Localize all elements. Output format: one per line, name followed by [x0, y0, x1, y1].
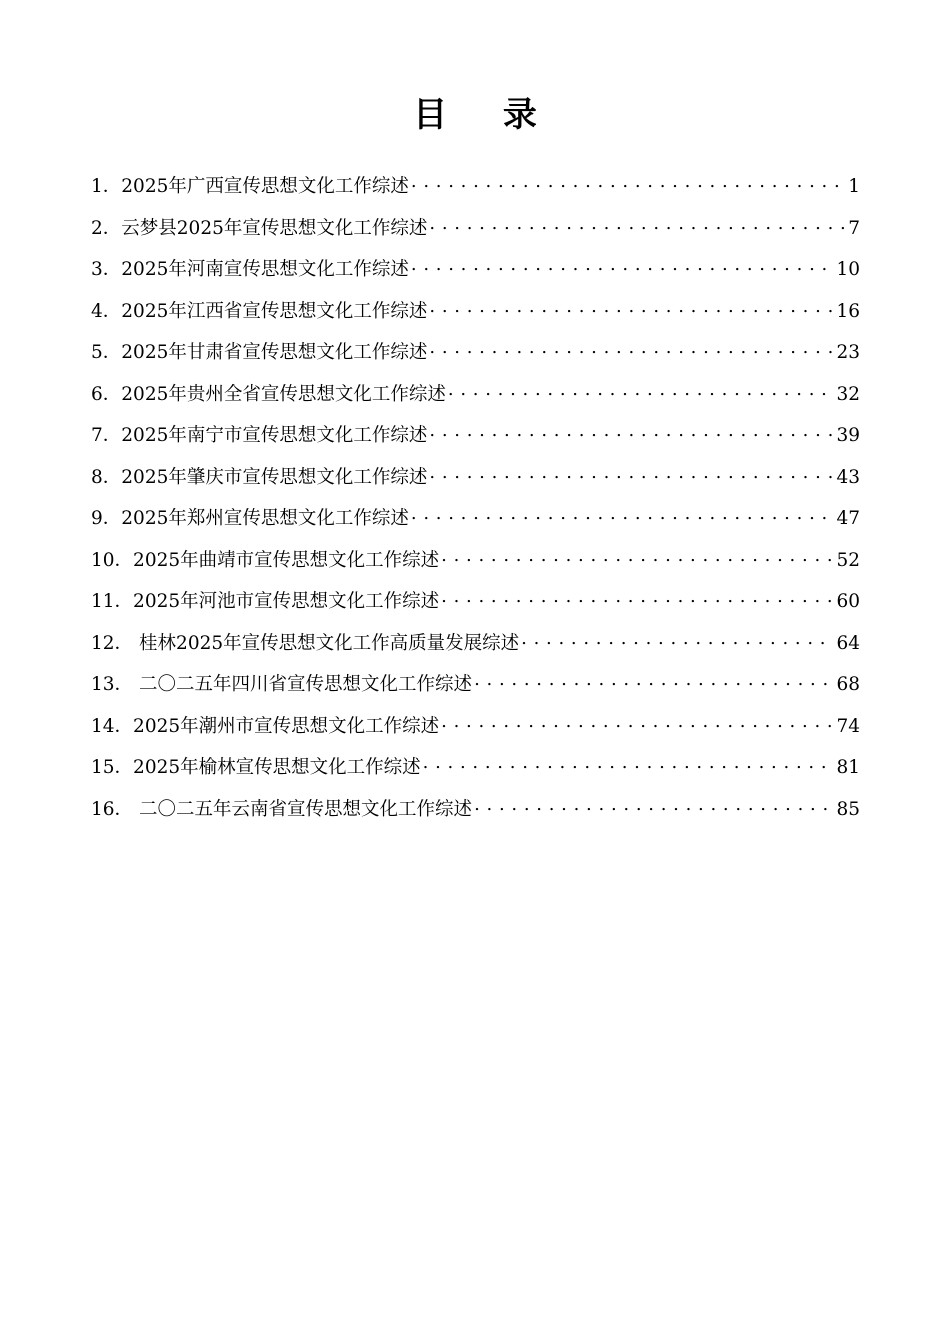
- toc-entry[interactable]: [91, 540, 860, 582]
- toc-dot-leader: [429, 297, 833, 317]
- toc-entry[interactable]: [91, 332, 860, 374]
- toc-entry[interactable]: [91, 706, 860, 748]
- toc-entry-number: 14．: [91, 715, 134, 737]
- toc-entry-number: 4．: [91, 300, 122, 322]
- toc-entry-page: 85: [836, 798, 860, 820]
- toc-entry-number: 5．: [91, 342, 122, 363]
- toc-entry-number: 8．: [91, 466, 122, 488]
- toc-dot-leader: [411, 255, 834, 275]
- toc-dot-leader: [441, 546, 833, 566]
- toc-entry[interactable]: [91, 291, 860, 333]
- toc-entry-number: 15．: [91, 757, 134, 778]
- toc-entry-number: 6．: [91, 383, 122, 405]
- toc-entry-number: 9．: [91, 508, 122, 529]
- toc-entry-title: 桂林2025年宣传思想文化工作高质量发展综述: [139, 632, 520, 654]
- toc-entry[interactable]: [91, 415, 860, 457]
- toc-entry-page: 1: [848, 176, 860, 197]
- toc-entry-title: 2025年曲靖市宣传思想文化工作综述: [133, 549, 440, 571]
- toc-entry-title: 云梦县2025年宣传思想文化工作综述: [121, 217, 428, 239]
- toc-entry-page: 7: [848, 217, 860, 239]
- toc-entry-title: 二〇二五年四川省宣传思想文化工作综述: [139, 674, 473, 695]
- table-of-contents: [91, 166, 860, 830]
- toc-dot-leader: [441, 712, 833, 732]
- toc-entry-page: 47: [836, 508, 860, 529]
- toc-entry-title: 二〇二五年云南省宣传思想文化工作综述: [139, 798, 473, 820]
- toc-entry-title: 2025年甘肃省宣传思想文化工作综述: [121, 342, 428, 363]
- toc-entry[interactable]: [91, 457, 860, 499]
- toc-entry-number: 11．: [91, 591, 134, 612]
- toc-entry[interactable]: [91, 166, 860, 208]
- toc-entry-page: 68: [836, 674, 860, 695]
- toc-entry-page: 23: [836, 342, 860, 363]
- toc-entry[interactable]: [91, 789, 860, 831]
- toc-entry[interactable]: [91, 498, 860, 540]
- toc-entry-number: 16．: [91, 798, 134, 820]
- toc-entry[interactable]: [91, 664, 860, 706]
- toc-entry-page: 81: [836, 757, 860, 778]
- toc-dot-leader: [474, 670, 833, 690]
- toc-entry[interactable]: [91, 623, 860, 665]
- toc-dot-leader: [429, 338, 833, 358]
- toc-dot-leader: [429, 421, 833, 441]
- toc-dot-leader: [423, 753, 834, 773]
- toc-entry[interactable]: [91, 374, 860, 416]
- toc-entry-number: 10．: [91, 549, 134, 571]
- toc-dot-leader: [411, 172, 845, 192]
- toc-entry-title: 2025年河南宣传思想文化工作综述: [121, 259, 409, 280]
- toc-entry-page: 16: [836, 300, 860, 322]
- toc-entry-page: 64: [836, 632, 860, 654]
- toc-entry-title: 2025年南宁市宣传思想文化工作综述: [121, 425, 428, 446]
- toc-entry-page: 10: [836, 259, 860, 280]
- toc-entry-page: 52: [836, 549, 860, 571]
- toc-entry-title: 2025年郑州宣传思想文化工作综述: [121, 508, 409, 529]
- toc-entry[interactable]: [91, 581, 860, 623]
- toc-entry-page: 39: [836, 425, 860, 446]
- toc-entry-number: 2．: [91, 217, 122, 239]
- toc-entry-page: 43: [836, 466, 860, 488]
- toc-dot-leader: [474, 795, 833, 815]
- toc-dot-leader: [411, 504, 834, 524]
- toc-entry-number: 7．: [91, 425, 122, 446]
- toc-entry-number: 3．: [91, 259, 122, 280]
- toc-entry-title: 2025年榆林宣传思想文化工作综述: [133, 757, 421, 778]
- toc-dot-leader: [429, 463, 833, 483]
- toc-entry-number: 12．: [91, 632, 134, 654]
- toc-entry-title: 2025年河池市宣传思想文化工作综述: [133, 591, 440, 612]
- toc-entry[interactable]: [91, 249, 860, 291]
- toc-dot-leader: [521, 629, 833, 649]
- toc-entry-title: 2025年肇庆市宣传思想文化工作综述: [121, 466, 428, 488]
- toc-entry-title: 2025年江西省宣传思想文化工作综述: [121, 300, 428, 322]
- toc-entry-page: 32: [836, 383, 860, 405]
- toc-dot-leader: [429, 214, 845, 234]
- toc-entry-title: 2025年广西宣传思想文化工作综述: [121, 176, 409, 197]
- toc-entry-title: 2025年贵州全省宣传思想文化工作综述: [121, 383, 446, 405]
- toc-entry-number: 13．: [91, 674, 134, 695]
- toc-entry-page: 74: [836, 715, 860, 737]
- page-title: 目 录: [413, 95, 559, 135]
- toc-entry-page: 60: [836, 591, 860, 612]
- toc-dot-leader: [448, 380, 834, 400]
- toc-entry[interactable]: [91, 747, 860, 789]
- toc-entry-number: 1．: [91, 176, 122, 197]
- toc-entry[interactable]: [91, 208, 860, 250]
- toc-entry-title: 2025年潮州市宣传思想文化工作综述: [133, 715, 440, 737]
- toc-dot-leader: [441, 587, 833, 607]
